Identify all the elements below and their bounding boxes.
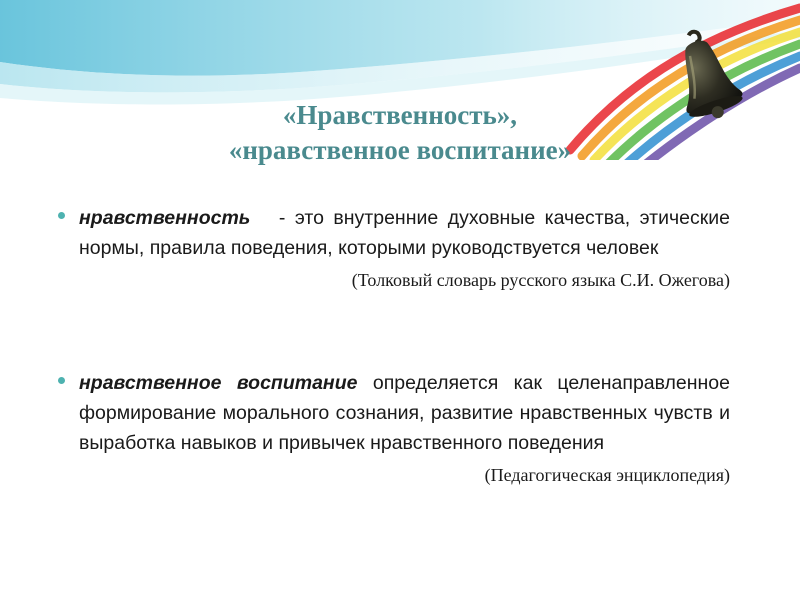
title-line-1: «Нравственность», (282, 100, 518, 130)
term-label: нравственное воспитание (79, 372, 358, 394)
list-item (58, 203, 730, 293)
source-citation: (Толковый словарь русского языка С.И. Ожегова) (351, 270, 730, 290)
source-citation: (Педагогическая энциклопедия) (484, 465, 730, 485)
definition-body: определяется как целенаправленное формирование морального сознания, развитие нравственных чувств и выработка навыков и привычек нравственного поведения (79, 372, 730, 454)
bullet-icon (58, 212, 65, 219)
title-line-2: «нравственное воспитание» (228, 135, 572, 165)
definition-body: - это внутренние духовные качества, этические нормы, правила поведения, которыми руководствуется человек (79, 207, 730, 259)
definition-text (79, 368, 730, 458)
page-title (0, 98, 800, 168)
term-label: нравственность (79, 207, 251, 229)
list-item (58, 368, 730, 488)
bullet-icon (58, 377, 65, 384)
definition-text (79, 203, 730, 263)
